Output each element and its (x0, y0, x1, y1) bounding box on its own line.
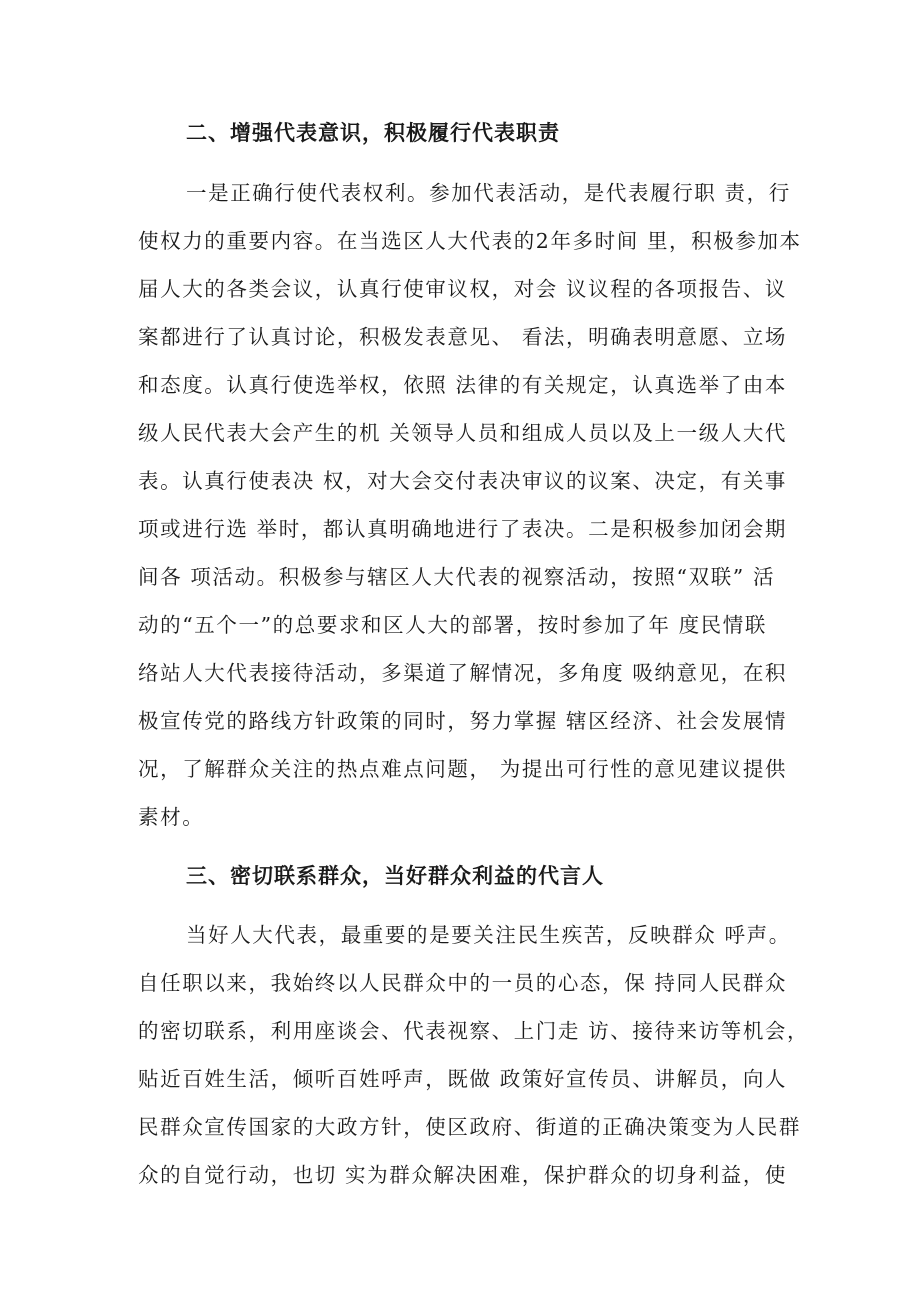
section-3-line-5: 民群众宣传国家的大政方针，使区政府、街道的正确决策变为人民群 (138, 1115, 801, 1139)
section-3-heading: 三、密切联系群众，当好群众利益的代言人 (186, 863, 604, 888)
section-2-line-2: 使权力的重要内容。在当选区人大代表的2年多时间 里，积极参加本 (138, 229, 802, 253)
section-2-line-1: 一是正确行使代表权利。参加代表活动，是代表履行职 责，行 (186, 181, 791, 205)
section-2-line-4: 案都进行了认真讨论，积极发表意见、 看法，明确表明意愿、立场 (138, 325, 788, 349)
section-2-line-3: 届人大的各类会议，认真行使审议权，对会 议议程的各项报告、议 (138, 277, 788, 301)
section-3-line-1: 当好人大代表，最重要的是要关注民生疾苦，反映群众 呼声。 (186, 923, 791, 947)
section-3-line-2: 自任职以来，我始终以人民群众中的一员的心态，保 持同人民群众 (138, 971, 788, 995)
section-2-line-5: 和态度。认真行使选举权，依照 法律的有关规定，认真选举了由本 (138, 373, 788, 397)
section-2-line-13: 况，了解群众关注的热点难点问题， 为提出可行性的意见建议提供 (138, 757, 788, 781)
section-2-line-8: 项或进行选 举时，都认真明确地进行了表决。二是积极参加闭会期 (138, 517, 788, 541)
section-2-line-10: 动的“五个一”的总要求和区人大的部署，按时参加了年 度民情联 (138, 613, 767, 637)
section-2-line-6: 级人民代表大会产生的机 关领导人员和组成人员以及上一级人大代 (138, 421, 788, 445)
section-2-heading: 二、增强代表意识，积极履行代表职责 (186, 120, 560, 145)
section-3-line-3: 的密切联系，利用座谈会、代表视察、上门走 访、接待来访等机会， (138, 1019, 810, 1043)
section-2-line-12: 极宣传党的路线方针政策的同时，努力掌握 辖区经济、社会发展情 (138, 709, 788, 733)
section-3-line-6: 众的自觉行动，也切 实为群众解决困难，保护群众的切身利益，使 (138, 1163, 788, 1187)
section-2-line-7: 表。认真行使表决 权，对大会交付表决审议的议案、决定，有关事 (138, 469, 788, 493)
section-2-line-11: 络站人大代表接待活动，多渠道了解情况，多角度 吸纳意见，在积 (138, 661, 788, 685)
section-2-line-14: 素材。 (138, 805, 205, 829)
section-3-line-4: 贴近百姓生活，倾听百姓呼声，既做 政策好宣传员、讲解员，向人 (138, 1067, 788, 1091)
section-2-line-9: 间各 项活动。积极参与辖区人大代表的视察活动，按照“双联” 活 (138, 565, 776, 589)
